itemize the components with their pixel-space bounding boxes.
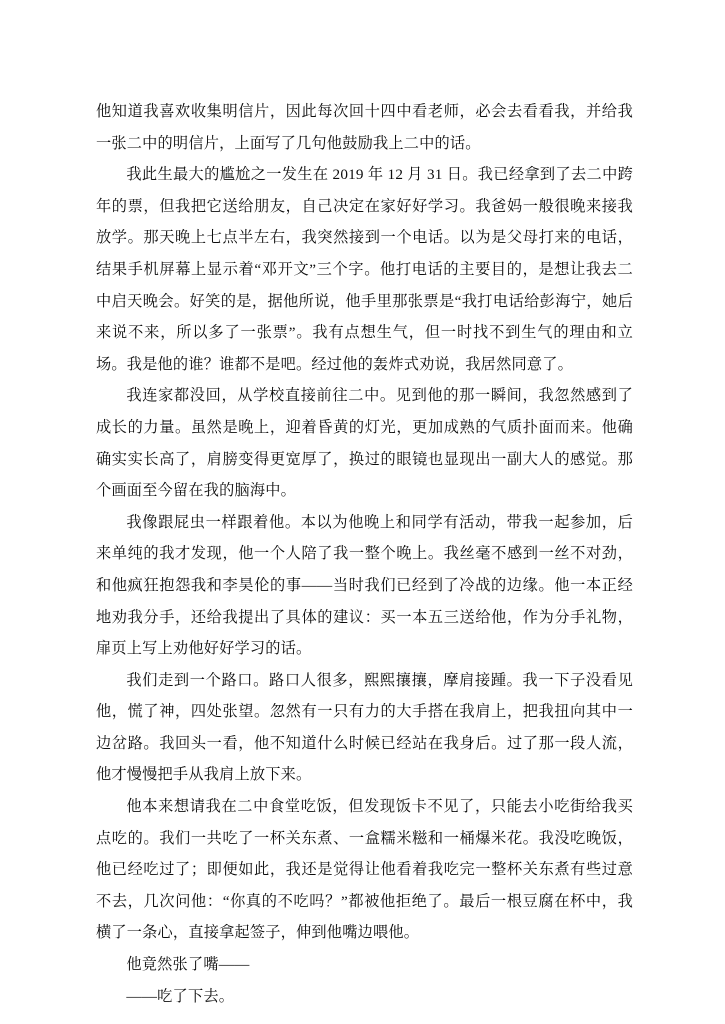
paragraph: ——吃了下去。 — [126, 987, 235, 1005]
document-body — [96, 96, 633, 1012]
paragraph: 他知道我喜欢收集明信片，因此每次回十四中看老师，必会去看看我，并给我一张二中的明信片，上面写了几句他鼓励我上二中的话。 — [96, 103, 633, 152]
paragraph: 我们走到一个路口。路口人很多，熙熙攘攘，摩肩接踵。我一下子没看见他，慌了神，四处张望。忽然有一只有力的大手搭在我肩上，把我扭向其中一边岔路。我回头一看，他不知道什么时候已经站在我身后。过了那一段人流，他才慢慢把手从我肩上放下来。 — [96, 671, 633, 784]
paragraph: 他竟然张了嘴—— — [126, 956, 250, 974]
paragraph: 他本来想请我在二中食堂吃饭，但发现饭卡不见了，只能去小吃街给我买点吃的。我们一共吃了一杯关东煮、一盒糯米糍和一桶爆米花。我没吃晚饭，他已经吃过了；即便如此，我还是觉得让他看着我吃完一整杯关东煮有些过意不去，几次问他：“你真的不吃吗？”都被他拒绝了。最后一根豆腐在杯中，我横了一条心，直接拿起签子，伸到他嘴边喂他。 — [96, 798, 633, 942]
paragraph: 我连家都没回，从学校直接前往二中。见到他的那一瞬间，我忽然感到了成长的力量。虽然是晚上，迎着昏黄的灯光，更加成熟的气质扑面而来。他确确实实长高了，肩膀变得更宽厚了，换过的眼镜也显现出一副大人的感觉。那个画面至今留在我的脑海中。 — [96, 387, 633, 500]
paragraph: 我像跟屁虫一样跟着他。本以为他晚上和同学有活动，带我一起参加，后来单纯的我才发现，他一个人陪了我一整个晚上。我丝毫不感到一丝不对劲，和他疯狂抱怨我和李昊伦的事——当时我们已经到了冷战的边缘。他一本正经地劝我分手，还给我提出了具体的建议：买一本五三送给他，作为分手礼物，扉页上写上劝他好好学习的话。 — [96, 513, 633, 658]
paragraph: 我此生最大的尴尬之一发生在 2019 年 12 月 31 日。我已经拿到了去二中跨年的票，但我把它送给朋友，自己决定在家好好学习。我爸妈一般很晚来接我放学。那天晚上七点半左右，我突然接到一个电话。以为是父母打来的电话，结果手机屏幕上显示着“邓开文”三个字。他打电话的主要目的，是想让我去二中启天晚会。好笑的是，据他所说，他手里那张票是“我打电话给彭海宁，她后来说不来，所以多了一张票”。我有点想生气，但一时找不到生气的理由和立场。我是他的谁？谁都不是吧。经过他的轰炸式劝说，我居然同意了。 — [96, 166, 633, 373]
